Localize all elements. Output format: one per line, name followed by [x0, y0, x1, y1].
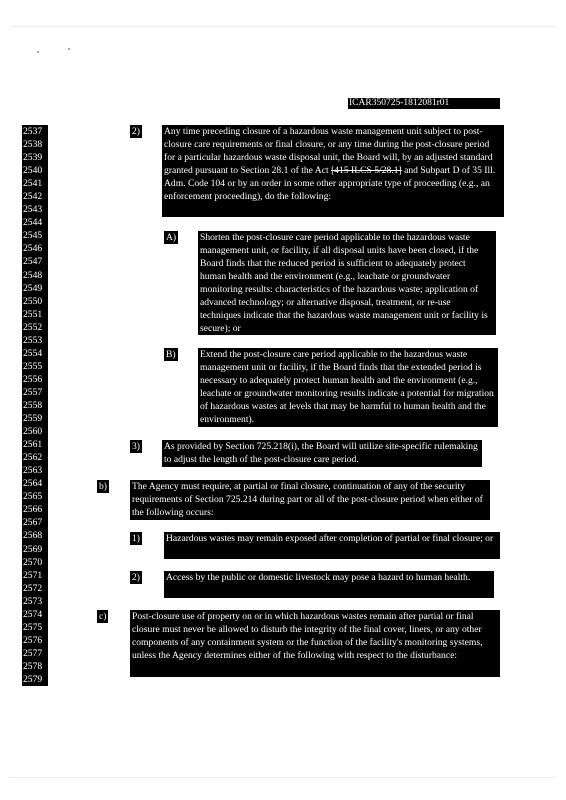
line-number: 2537 — [23, 126, 43, 137]
item-b1-marker: 1) — [132, 533, 140, 544]
line-number: 2556 — [23, 373, 43, 385]
item-c-marker: c) — [99, 611, 107, 622]
line-number: 2573 — [23, 595, 43, 607]
line-number: 2564 — [23, 478, 43, 490]
bottom-rule — [10, 777, 556, 778]
line-number: 2555 — [23, 360, 43, 372]
item-2-text-after: and Subpart D of 35 Ill. Adm. Code 104 or by an order in some other appropriate type of proceeding (e.g., an enforcement proceeding), do the following: — [164, 165, 496, 203]
line-number: 2540 — [23, 165, 43, 177]
item-2-struck-citation: [415 ILCS 5/28.1] — [331, 165, 402, 177]
line-number: 2562 — [23, 452, 43, 464]
item-B-marker: B) — [166, 349, 176, 360]
top-rule — [10, 26, 556, 27]
line-number: 2543 — [23, 204, 43, 216]
item-2-marker: 2) — [132, 126, 140, 137]
item-b-marker: b) — [99, 481, 107, 492]
item-b2-text: Access by the public or domestic livestock may pose a hazard to human health. — [164, 571, 494, 598]
line-number: 2571 — [23, 569, 43, 581]
line-number: 2560 — [23, 426, 43, 438]
line-number: 2546 — [23, 243, 43, 255]
line-number: 2574 — [23, 608, 43, 620]
line-number: 2539 — [23, 152, 43, 164]
line-number: 2566 — [23, 504, 43, 516]
line-number: 2545 — [23, 230, 43, 242]
line-number: 2565 — [23, 491, 43, 503]
item-3-text: As provided by Section 725.218(i), the Board will utilize site-specific rulemaking to adjust the length of the post-closure care period. — [162, 440, 482, 467]
line-number: 2538 — [23, 139, 43, 151]
line-number: 2551 — [23, 308, 43, 320]
line-number: 2542 — [23, 191, 43, 203]
item-3-marker: 3) — [132, 441, 140, 452]
line-number: 2544 — [23, 217, 43, 229]
line-number: 2559 — [23, 413, 43, 425]
line-number: 2567 — [23, 517, 43, 529]
line-number: 2576 — [23, 634, 43, 646]
line-number: 2552 — [23, 321, 43, 333]
line-number: 2575 — [23, 621, 43, 633]
line-number: 2548 — [23, 269, 43, 281]
item-b-text: The Agency must require, at partial or final closure, continuation of any of the security requirements of Section 725.214 during part or all of the post-closure period when either of the following occurs: — [130, 480, 490, 520]
item-2-text — [162, 125, 504, 217]
item-c-text: Post-closure use of property on or in which hazardous wastes remain after partial or final closure must never be allowed to disturb the integrity of the final cover, liners, or any other components of any containment system or the function of the facility's monitoring systems, unless the Agency determines either of the following with respect to the disturbance: — [130, 610, 500, 677]
line-number: 2579 — [23, 673, 43, 685]
line-numbers — [22, 125, 48, 686]
line-number: 2572 — [23, 582, 43, 594]
item-A-text: Shorten the post-closure care period applicable to the hazardous waste management unit, or facility, if all disposal units have been closed, if the Board finds that the reduced period is sufficient to adequately protect human health and the environment (e.g., leachate or groundwater monitoring results: characteristics of the hazardous waste; application of advanced technology; or alternative disposal, treatment, or re-use techniques indicate that the hazardous waste management unit or facility is secure); or — [198, 231, 496, 335]
item-2-text-before: Any time preceding closure of a hazardous waste management unit subject to post-closure care requirements or final closure, or any time during the post-closure period for a particular hazardous waste disposal unit, the Board will, by an adjusted standard granted pursuant to Section 28.1 of the Act — [164, 126, 493, 177]
line-number: 2577 — [23, 647, 43, 659]
line-number: 2550 — [23, 295, 43, 307]
line-number: 2578 — [23, 660, 43, 672]
item-A-marker: A) — [166, 232, 177, 243]
scan-speck — [68, 48, 70, 50]
document-code: ICAR350725-1812081r01 — [348, 98, 500, 109]
line-number: 2558 — [23, 399, 43, 411]
line-number: 2541 — [23, 178, 43, 190]
item-b2-marker: 2) — [132, 572, 140, 583]
item-B-text: Extend the post-closure care period applicable to the hazardous waste management unit or facility, if the Board finds that the extended period is necessary to adequately protect human health and the environment (e.g., leachate or groundwater monitoring results indicate a potential for migration of hazardous wastes at levels that may be harmful to human health and the environment). — [198, 348, 498, 427]
line-number: 2557 — [23, 386, 43, 398]
scan-speck — [37, 51, 39, 53]
line-number: 2568 — [23, 530, 43, 542]
item-b1-text: Hazardous wastes may remain exposed after completion of partial or final closure; or — [164, 532, 500, 559]
line-number: 2569 — [23, 543, 43, 555]
line-number: 2563 — [23, 465, 43, 477]
line-number: 2554 — [23, 347, 43, 359]
line-number: 2570 — [23, 556, 43, 568]
line-number: 2549 — [23, 282, 43, 294]
line-number: 2553 — [23, 334, 43, 346]
line-number: 2547 — [23, 256, 43, 268]
line-number: 2561 — [23, 439, 43, 451]
